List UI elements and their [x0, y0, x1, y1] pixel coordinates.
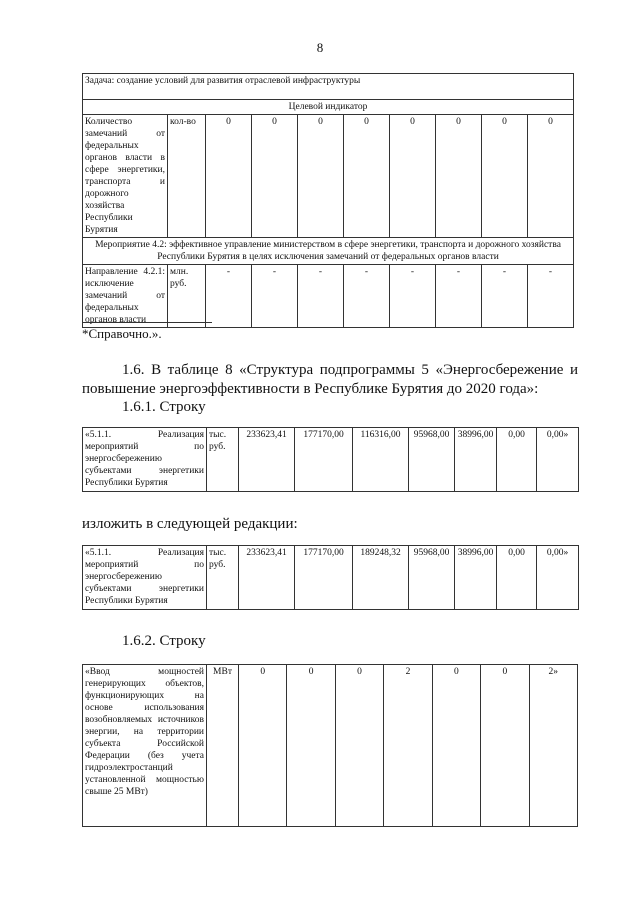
row-value: 0: [335, 665, 383, 827]
indicator-value: 0: [252, 115, 298, 238]
row-unit: тыс. руб.: [207, 546, 239, 610]
row-value: 233623,41: [239, 546, 295, 610]
indicator-value: 0: [344, 115, 390, 238]
row-value: 0: [481, 665, 529, 827]
paragraph-1-6-1: 1.6.1. Строку: [122, 399, 206, 415]
old-row-table: [82, 427, 579, 492]
paragraph-1-6: 1.6. В таблице 8 «Структура подпрограммы 5 «Энергосбережение и повышение энергоэффективности в Республике Бурятия до 2020 года»:: [82, 362, 578, 397]
row-name: «5.1.1. Реализация мероприятий по энергосбережению субъектами энергетики Республики Бурятия: [83, 428, 207, 492]
row-value: 95968,00: [409, 546, 455, 610]
indicator-value: 0: [528, 115, 574, 238]
row-name: «Ввод мощностей генерирующих объектов, функционирующих на основе использования возобновляемых источников энергии, на территории субъекта Российской Федерации (без учета гидроэлектростанций установленной мощностью свыше 25 МВт): [83, 665, 207, 827]
row-value: 2: [384, 665, 432, 827]
indicator-header: Целевой индикатор: [83, 100, 574, 115]
row-value: 95968,00: [409, 428, 455, 492]
direction-value: -: [482, 265, 528, 328]
row-value: 0: [432, 665, 480, 827]
row-unit: МВт: [207, 665, 239, 827]
row-name: «5.1.1. Реализация мероприятий по энергосбережению субъектами энергетики Республики Бурятия: [83, 546, 207, 610]
paragraph-1-6-2: 1.6.2. Строку: [122, 633, 206, 649]
row-value: 0: [287, 665, 335, 827]
row-value: 0,00»: [537, 428, 579, 492]
indicator-value: 0: [390, 115, 436, 238]
page-number: 8: [316, 40, 324, 55]
footnote: *Справочно.».: [82, 326, 162, 341]
row-value: 116316,00: [353, 428, 409, 492]
indicator-value: 0: [298, 115, 344, 238]
row-value: 0: [239, 665, 287, 827]
row-value: 177170,00: [295, 428, 353, 492]
row-value: 177170,00: [295, 546, 353, 610]
new-row-table: [82, 545, 579, 610]
direction-value: -: [298, 265, 344, 328]
indicator-value: 0: [482, 115, 528, 238]
direction-value: -: [344, 265, 390, 328]
row-value: 189248,32: [353, 546, 409, 610]
capacity-row-table: [82, 664, 578, 827]
direction-name: Направление 4.2.1: исключение замечаний от федеральных органов власти: [83, 265, 168, 328]
direction-value: -: [390, 265, 436, 328]
direction-value: -: [252, 265, 298, 328]
measure-cell: Мероприятие 4.2: эффективное управление министерством в сфере энергетики, транспорта и дорожного хозяйства Республики Бурятия в целях исключения замечаний от федеральных органов власти: [83, 238, 574, 265]
footnote-rule: [82, 322, 212, 323]
direction-unit: млн. руб.: [168, 265, 206, 328]
row-value: 38996,00: [455, 546, 497, 610]
row-value: 0,00: [497, 546, 537, 610]
direction-value: -: [528, 265, 574, 328]
row-value: 233623,41: [239, 428, 295, 492]
indicator-name: Количество замечаний от федеральных органов власти в сфере энергетики, транспорта и дорожного хозяйства Республики Бурятия: [83, 115, 168, 238]
edit-phrase: изложить в следующей редакции:: [82, 516, 298, 532]
indicator-unit: кол-во: [168, 115, 206, 238]
direction-value: -: [436, 265, 482, 328]
task-cell: Задача: создание условий для развития отраслевой инфраструктуры: [83, 74, 574, 100]
indicator-table: [82, 73, 574, 328]
row-unit: тыс. руб.: [207, 428, 239, 492]
indicator-value: 0: [206, 115, 252, 238]
row-value: 0,00: [497, 428, 537, 492]
direction-value: -: [206, 265, 252, 328]
row-value: 38996,00: [455, 428, 497, 492]
row-value: 2»: [529, 665, 577, 827]
row-value: 0,00»: [537, 546, 579, 610]
indicator-value: 0: [436, 115, 482, 238]
